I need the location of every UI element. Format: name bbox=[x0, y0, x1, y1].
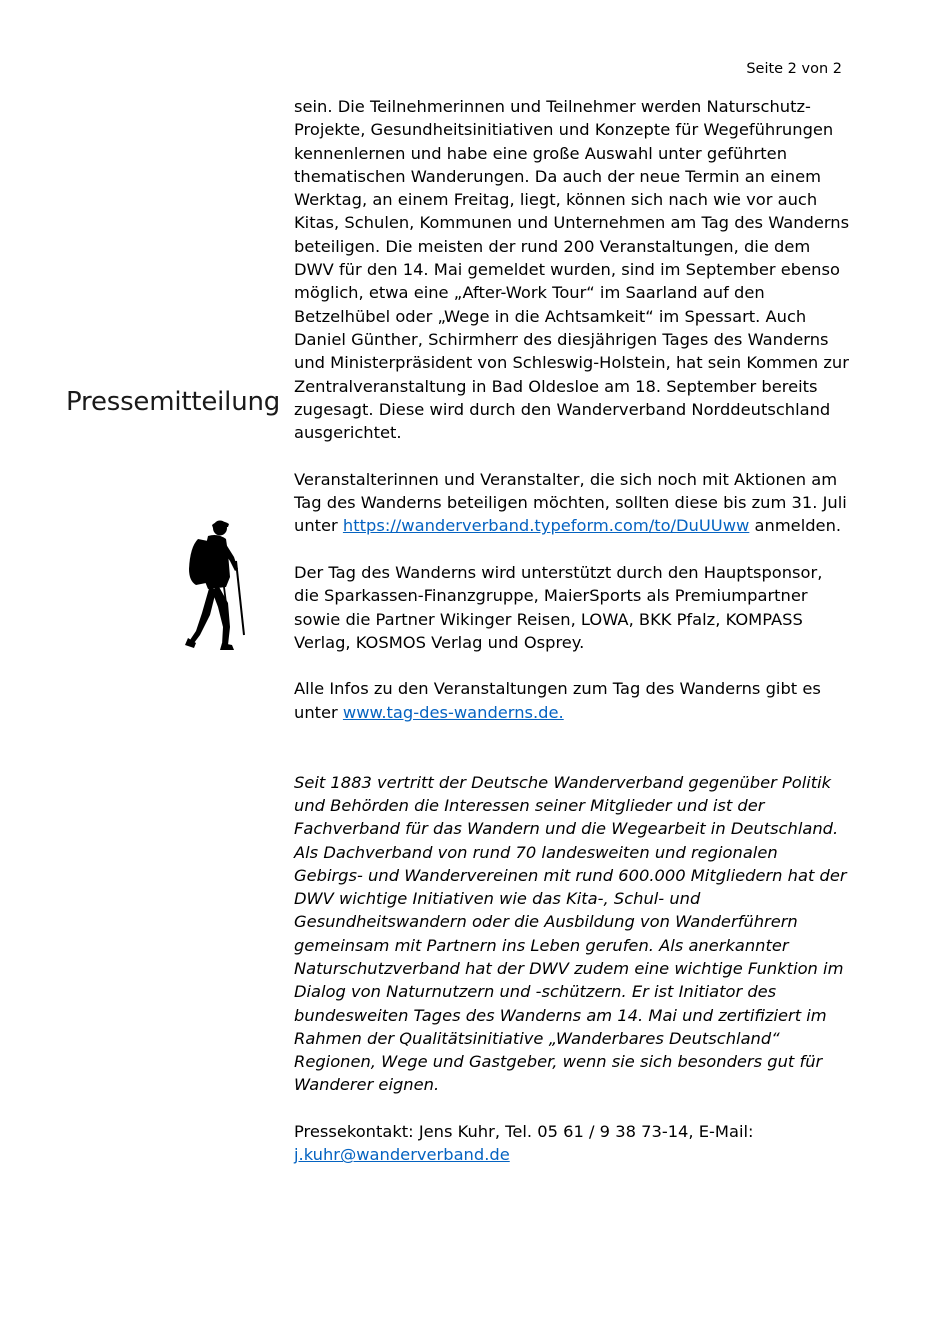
paragraph-text: Pressekontakt: Jens Kuhr, Tel. 05 61 / 9 38 73-14, E-Mail: bbox=[294, 1122, 754, 1142]
registration-link[interactable]: https://wanderverband.typeform.com/to/DuUUww bbox=[342, 516, 750, 536]
paragraph bbox=[294, 468, 850, 538]
page-number: Seite 2 von 2 bbox=[746, 61, 842, 77]
paragraph bbox=[294, 677, 850, 724]
website-link[interactable]: www.tag-des-wanderns.de. bbox=[342, 702, 564, 722]
press-contact bbox=[294, 1120, 850, 1167]
sidebar bbox=[0, 0, 281, 1344]
paragraph-text: Veranstalterinnen und Veranstalter, die sich noch mit Aktionen am Tag des Wanderns beteiligen möchten, sollten diese bis zum 31. Juli unter bbox=[294, 469, 847, 536]
paragraph: Der Tag des Wanderns wird unterstützt durch den Hauptsponsor, die Sparkassen-Finanzgruppe, MaierSports als Premiumpartner sowie die Partner Wikinger Reisen, LOWA, BKK Pfalz, KOMPASS Verlag, KOSMOS Verlag und Osprey. bbox=[294, 562, 823, 652]
paragraph: sein. Die Teilnehmerinnen und Teilnehmer werden Naturschutz-Projekte, Gesundheitsinitiativen und Konzepte für Wegeführungen kennenlernen und habe eine große Auswahl unter geführten thematischen Wanderungen. Da auch der neue Termin an einem Werktag, an einem Freitag, liegt, können sich nach wie vor auch Kitas, Schulen, Kommunen und Unternehmen am Tag des Wanderns beteiligen. Die meisten der rund 200 Veranstaltungen, die dem DWV für den 14. Mai gemeldet wurden, sind im September ebenso möglich, etwa eine „After-Work Tour“ im Saarland auf den Betzelhübel oder „Wege in die Achtsamkeit“ im Spessart. Auch Daniel Günther, Schirmherr des diesjährigen Tages des Wanderns und Ministerpräsident von Schleswig-Holstein, hat sein Kommen zur Zentralveranstaltung in Bad Oldesloe am 18. September bereits zugesagt. Diese wird durch den Wanderverband Norddeutschland ausgerichtet. bbox=[294, 97, 850, 443]
paragraph-text: anmelden. bbox=[749, 516, 842, 536]
hiker-silhouette-icon bbox=[184, 519, 246, 655]
about-paragraph: Seit 1883 vertritt der Deutsche Wanderverband gegenüber Politik und Behörden die Interessen seiner Mitglieder und ist der Fachverband für das Wandern und die Wegearbeit in Deutschland. Als Dachverband von rund 70 landesweiten und regionalen Gebirgs- und Wandervereinen mit rund 600.000 Mitgliedern hat der DWV wichtige Initiativen wie das Kita-, Schul- und Gesundheitswandern oder die Ausbildung von Wanderführern gemeinsam mit Partnern ins Leben gerufen. Als anerkannter Naturschutzverband hat der DWV zudem eine wichtige Funktion im Dialog von Naturnutzern und -schützern. Er ist Initiator des bundesweiten Tages des Wanderns am 14. Mai und zertifiziert im Rahmen der Qualitätsinitiative „Wanderbares Deutschland“ Regionen, Wege und Gastgeber, wenn sie sich besonders gut für Wanderer eignen. bbox=[294, 772, 847, 1095]
paragraph-text: Alle Infos zu den Veranstaltungen zum Tag des Wanderns gibt es unter bbox=[294, 679, 821, 722]
document-type-title: Pressemitteilung bbox=[66, 387, 281, 417]
email-link[interactable]: j.kuhr@wanderverband.de bbox=[294, 1145, 510, 1165]
press-release-body bbox=[294, 95, 850, 1190]
spacer bbox=[294, 747, 850, 770]
